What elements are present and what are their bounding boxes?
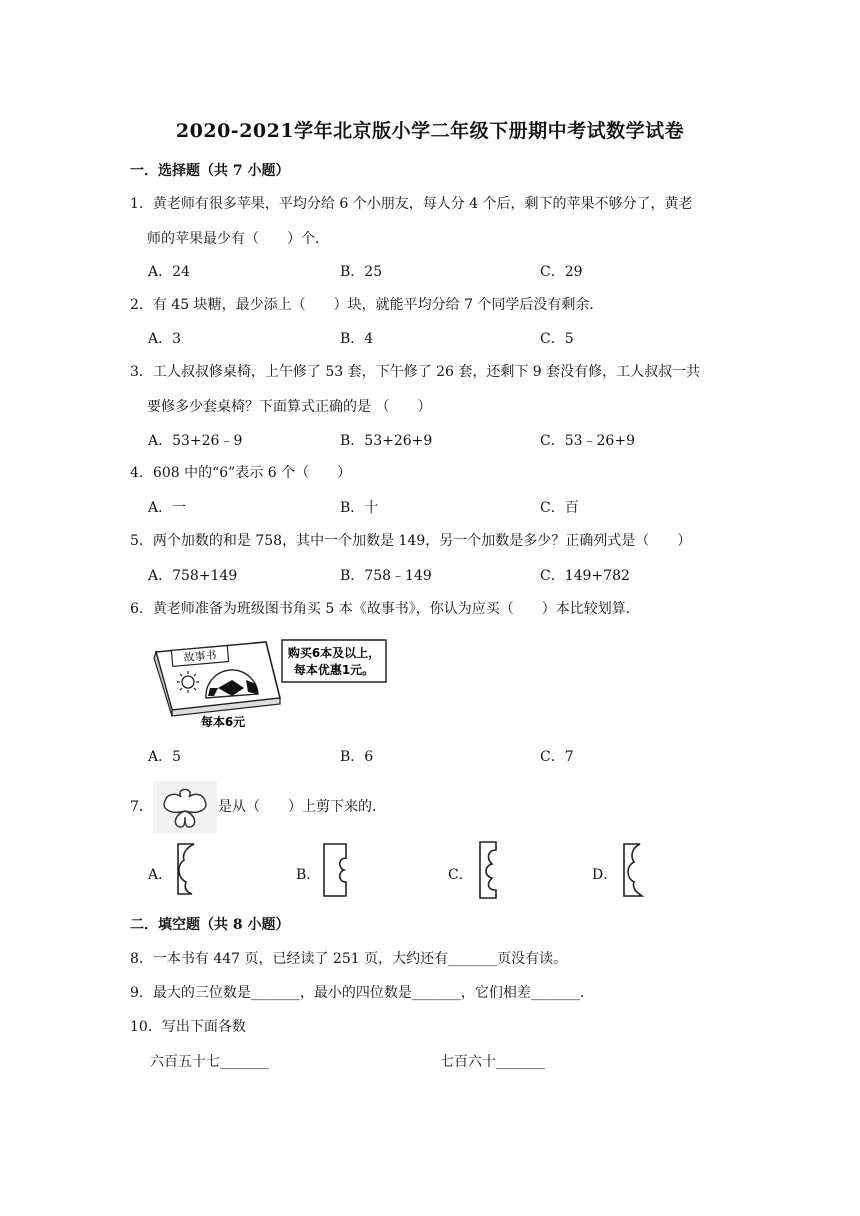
question-6-option-a: A．5 [148, 749, 182, 765]
question-6-option-b: B．6 [340, 749, 374, 765]
question-10-item-1: 六百五十七_______ [150, 1054, 269, 1070]
question-8-line-1: 8．一本书有 447 页，已经读了 251 页，大约还有_______页没有读。 [130, 951, 568, 967]
clover-cutout-icon [153, 781, 217, 833]
question-3-line-2: 要修多少套桌椅？下面算式正确的是 （ ） [147, 399, 432, 415]
question-5-option-c: C．149+782 [540, 568, 630, 584]
question-7-option-c: C． [448, 867, 473, 883]
question-5-line-1: 5．两个加数的和是 758，其中一个加数是 149，另一个加数是多少？正确列式是（ ） [130, 533, 692, 549]
discount-note-line-2: 每本优惠1元。 [293, 663, 375, 677]
question-7-option-a: A． [148, 867, 173, 883]
book-price-label: 每本6元 [200, 715, 246, 728]
question-4-option-a: A．一 [148, 500, 187, 516]
option-c-shape-icon [470, 838, 510, 902]
page-title: 2020-2021学年北京版小学二年级下册期中考试数学试卷 [175, 120, 685, 142]
question-7-text: 是从（ ）上剪下来的． [218, 799, 386, 815]
question-2-line-1: 2．有 45 块糖，最少添上（ ）块，就能平均分给 7 个同学后没有剩余． [130, 297, 604, 313]
question-1-option-a: A．24 [148, 264, 190, 280]
question-4-line-1: 4．608 中的“6”表示 6 个（ ） [130, 465, 352, 481]
option-d-shape-icon [614, 838, 654, 902]
question-10-item-2: 七百六十_______ [440, 1054, 545, 1070]
question-9-line-1: 9．最大的三位数是_______，最小的四位数是_______，它们相差_______． [130, 985, 594, 1001]
question-3-option-b: B．53+26+9 [340, 433, 433, 449]
storybook-figure [148, 636, 398, 728]
book-cover-label: 故事书 [183, 648, 218, 665]
question-1-option-c: C．29 [540, 264, 583, 280]
question-1-line-1: 1．黄老师有很多苹果，平均分给 6 个小朋友，每人分 4 个后，剩下的苹果不够分了，黄老 [130, 196, 693, 212]
question-3-line-1: 3．工人叔叔修桌椅，上午修了 53 套，下午修了 26 套，还剩下 9 套没有修，工人叔叔一共 [130, 364, 701, 380]
option-b-shape-icon [318, 838, 358, 902]
question-3-option-a: A．53+26﹣9 [148, 433, 243, 449]
question-3-option-c: C．53﹣26+9 [540, 433, 635, 449]
option-a-shape-icon [170, 838, 210, 902]
question-1-line-2: 师的苹果最少有（ ）个． [147, 231, 329, 247]
question-7-number: 7． [130, 799, 153, 815]
question-7-option-b: B． [296, 867, 321, 883]
question-2-option-b: B．4 [340, 331, 374, 347]
section-heading-fill-in: 二．填空题（共 8 小题） [130, 917, 290, 933]
question-2-option-a: A．3 [148, 331, 182, 347]
question-1-option-b: B．25 [340, 264, 383, 280]
discount-note-line-1: 购买6本及以上， [287, 646, 381, 660]
question-4-option-b: B．十 [340, 500, 379, 516]
question-6-line-1: 6．黄老师准备为班级图书角买 5 本《故事书》，你认为应买（ ）本比较划算． [130, 601, 640, 617]
question-7-option-d: D． [592, 867, 618, 883]
question-10-line-1: 10．写出下面各数 [130, 1019, 246, 1035]
section-heading-choice: 一．选择题（共 7 小题） [130, 163, 290, 179]
question-4-option-c: C．百 [540, 500, 579, 516]
question-6-option-c: C．7 [540, 749, 574, 765]
question-2-option-c: C．5 [540, 331, 574, 347]
question-5-option-a: A．758+149 [148, 568, 238, 584]
question-5-option-b: B．758﹣149 [340, 568, 432, 584]
